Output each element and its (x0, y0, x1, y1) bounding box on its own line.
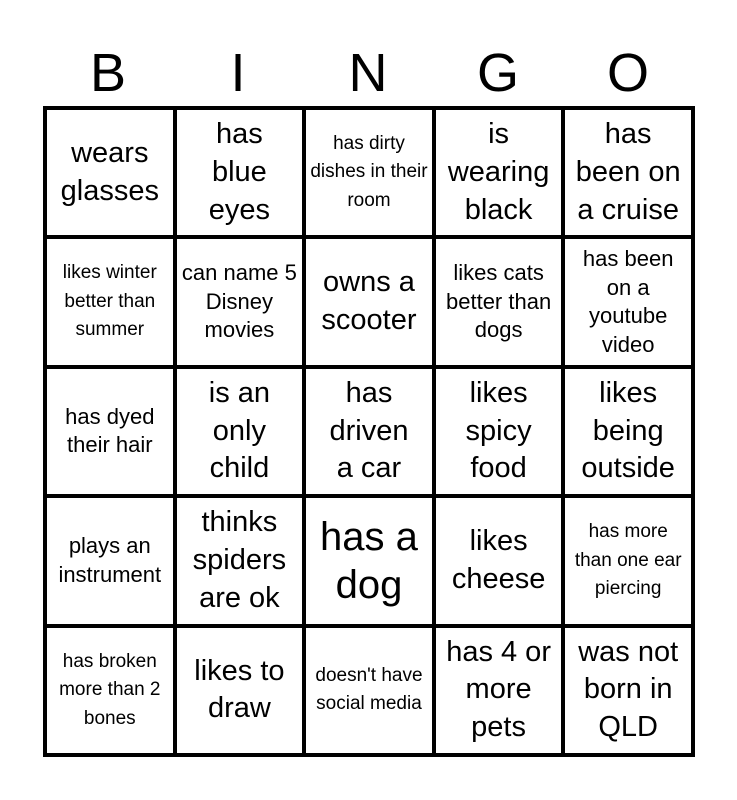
cell-text: likes being outside (581, 376, 675, 485)
bingo-cell[interactable] (175, 237, 305, 366)
bingo-cell[interactable] (45, 626, 175, 755)
cell-text: doesn't have social media (315, 664, 423, 715)
bingo-cell[interactable] (175, 367, 305, 496)
bingo-cell[interactable] (434, 367, 564, 496)
bingo-cell[interactable] (434, 237, 564, 366)
cell-text: has driven a car (329, 376, 409, 485)
cell-text: has more than one ear piercing (574, 521, 682, 600)
bingo-cell[interactable] (45, 237, 175, 366)
header-letter-o: O (606, 43, 649, 103)
bingo-cell[interactable] (304, 367, 434, 496)
cell-text: has a dog (320, 514, 418, 607)
header-letter-i: I (230, 43, 246, 103)
cell-text: has dyed their hair (65, 403, 155, 458)
cell-text: has dirty dishes in their room (310, 132, 428, 211)
cell-text: likes cats better than dogs (446, 260, 552, 343)
cell-text: owns a scooter (321, 266, 417, 337)
cell-text: likes to draw (194, 654, 285, 725)
bingo-cell[interactable] (434, 626, 564, 755)
cell-text: was not born in QLD (578, 635, 679, 744)
cell-text: has been on a youtube video (582, 245, 674, 357)
bingo-cell[interactable] (45, 367, 175, 496)
bingo-cell[interactable] (304, 626, 434, 755)
bingo-cell[interactable] (304, 108, 434, 237)
bingo-cell[interactable] (304, 237, 434, 366)
cell-text: likes winter better than summer (62, 262, 157, 341)
bingo-header (43, 40, 695, 106)
cell-text: likes spicy food (465, 376, 532, 485)
bingo-cell[interactable] (563, 367, 693, 496)
bingo-cell[interactable] (175, 496, 305, 625)
header-letter-n: N (348, 43, 388, 103)
header-letter-g: G (476, 43, 519, 103)
bingo-board (43, 106, 695, 757)
bingo-cell[interactable] (45, 108, 175, 237)
bingo-cell[interactable] (434, 108, 564, 237)
cell-text: is an only child (208, 376, 271, 485)
bingo-cell[interactable] (175, 108, 305, 237)
bingo-cell[interactable] (563, 496, 693, 625)
bingo-cell[interactable] (45, 496, 175, 625)
header-letter-b: B (89, 43, 127, 103)
cell-text: has blue eyes (208, 118, 271, 226)
bingo-cell[interactable] (175, 626, 305, 755)
bingo-cell[interactable] (434, 496, 564, 625)
cell-text: likes cheese (451, 525, 546, 595)
bingo-cell[interactable] (563, 108, 693, 237)
cell-text: is wearing black (447, 118, 550, 226)
cell-text: has 4 or more pets (446, 635, 551, 744)
cell-text: has broken more than 2 bones (59, 650, 161, 729)
cell-text: plays an instrument (58, 533, 162, 587)
bingo-cell[interactable] (304, 496, 434, 625)
bingo-cell[interactable] (563, 237, 693, 366)
cell-text: wears glasses (60, 137, 159, 207)
cell-text: has been on a cruise (575, 118, 681, 226)
cell-text: can name 5 Disney movies (181, 260, 297, 343)
cell-text: thinks spiders are ok (192, 506, 287, 614)
bingo-cell[interactable] (563, 626, 693, 755)
